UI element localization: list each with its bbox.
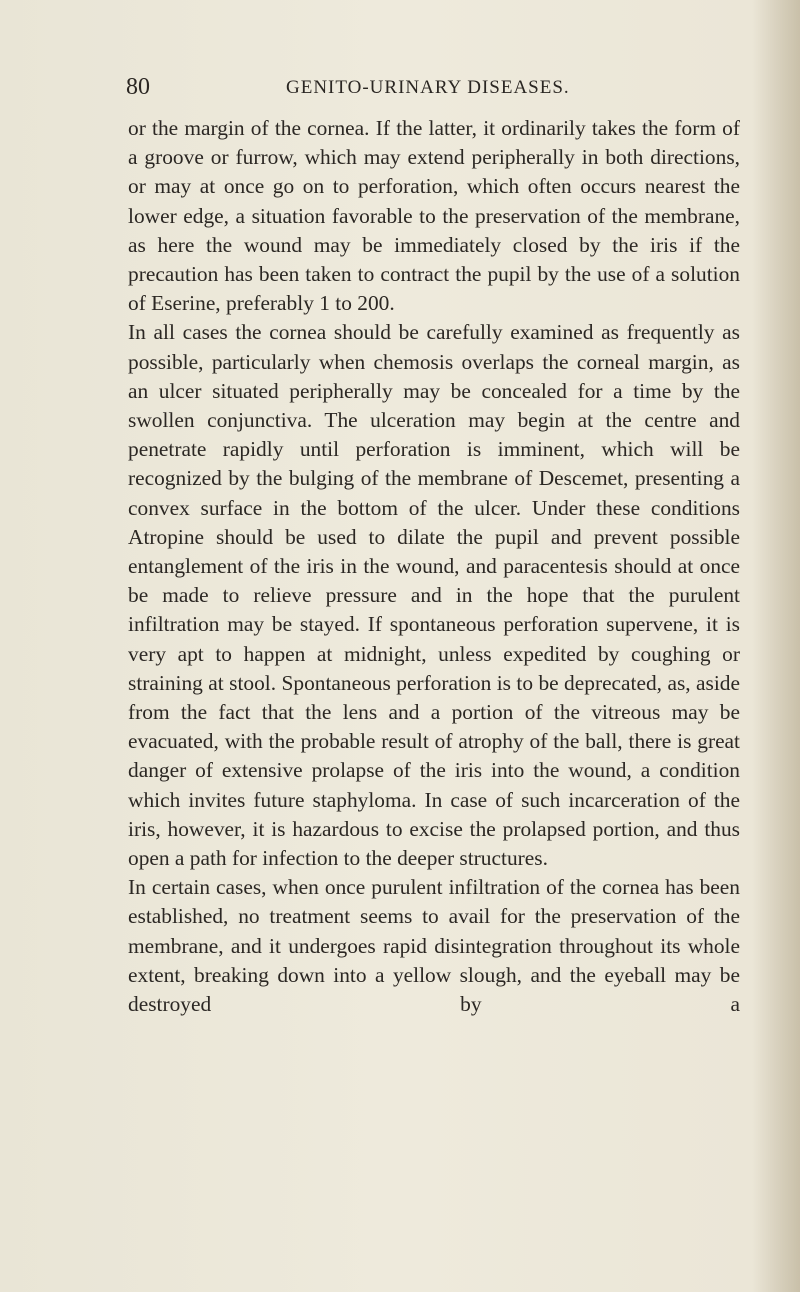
paragraph-1: or the margin of the cornea. If the latter, it ordinarily takes the form of a groove or furrow, which may extend peripherally in both directions, or may at once go on to perforation, which often occurs nearest the lower edge, a situation favorable to the preservation of the membrane, as here the wound may be immediately closed by the iris if the precaution has been taken to contract the pupil by the use of a solution of Eserine, preferably 1 to 200. bbox=[128, 116, 740, 316]
paragraph-3: In certain cases, when once purulent infiltration of the cornea has been established, no treatment seems to avail for the preservation of the membrane, and it undergoes rapid disintegration throughout its whole extent, breaking down into a yellow slough, and the eyeball may be destroyed by a bbox=[128, 875, 740, 1017]
page-number: 80 bbox=[126, 74, 150, 100]
paragraph-2: In all cases the cornea should be carefully examined as frequently as possible, particularly when chemosis overlaps the corneal margin, as an ulcer situated peripherally may be concealed for a time by the swollen conjunctiva. The ulceration may begin at the centre and penetrate rapidly until perforation is imminent, which will be recognized by the bulging of the membrane of Descemet, presenting a convex surface in the bottom of the ulcer. Under these conditions Atropine should be used to dilate the pupil and prevent possible entanglement of the iris in the wound, and paracentesis should at once be made to relieve pressure and in the hope that the purulent infiltration may be stayed. If spontaneous perforation supervene, it is very apt to happen at midnight, unless expedited by coughing or straining at stool. Spontaneous perforation is to be deprecated, as, aside from the fact that the lens and a portion of the vitreous may be evacuated, with the probable result of atrophy of the ball, there is great danger of extensive prolapse of the iris into the wound, a condition which invites future staphyloma. In case of such incarceration of the iris, however, it is hazardous to excise the prolapsed portion, and thus open a path for infection to the deeper structures. bbox=[128, 320, 740, 871]
page-header bbox=[126, 74, 726, 104]
running-title: GENITO-URINARY DISEASES. bbox=[286, 77, 570, 98]
body-text bbox=[128, 114, 740, 1019]
